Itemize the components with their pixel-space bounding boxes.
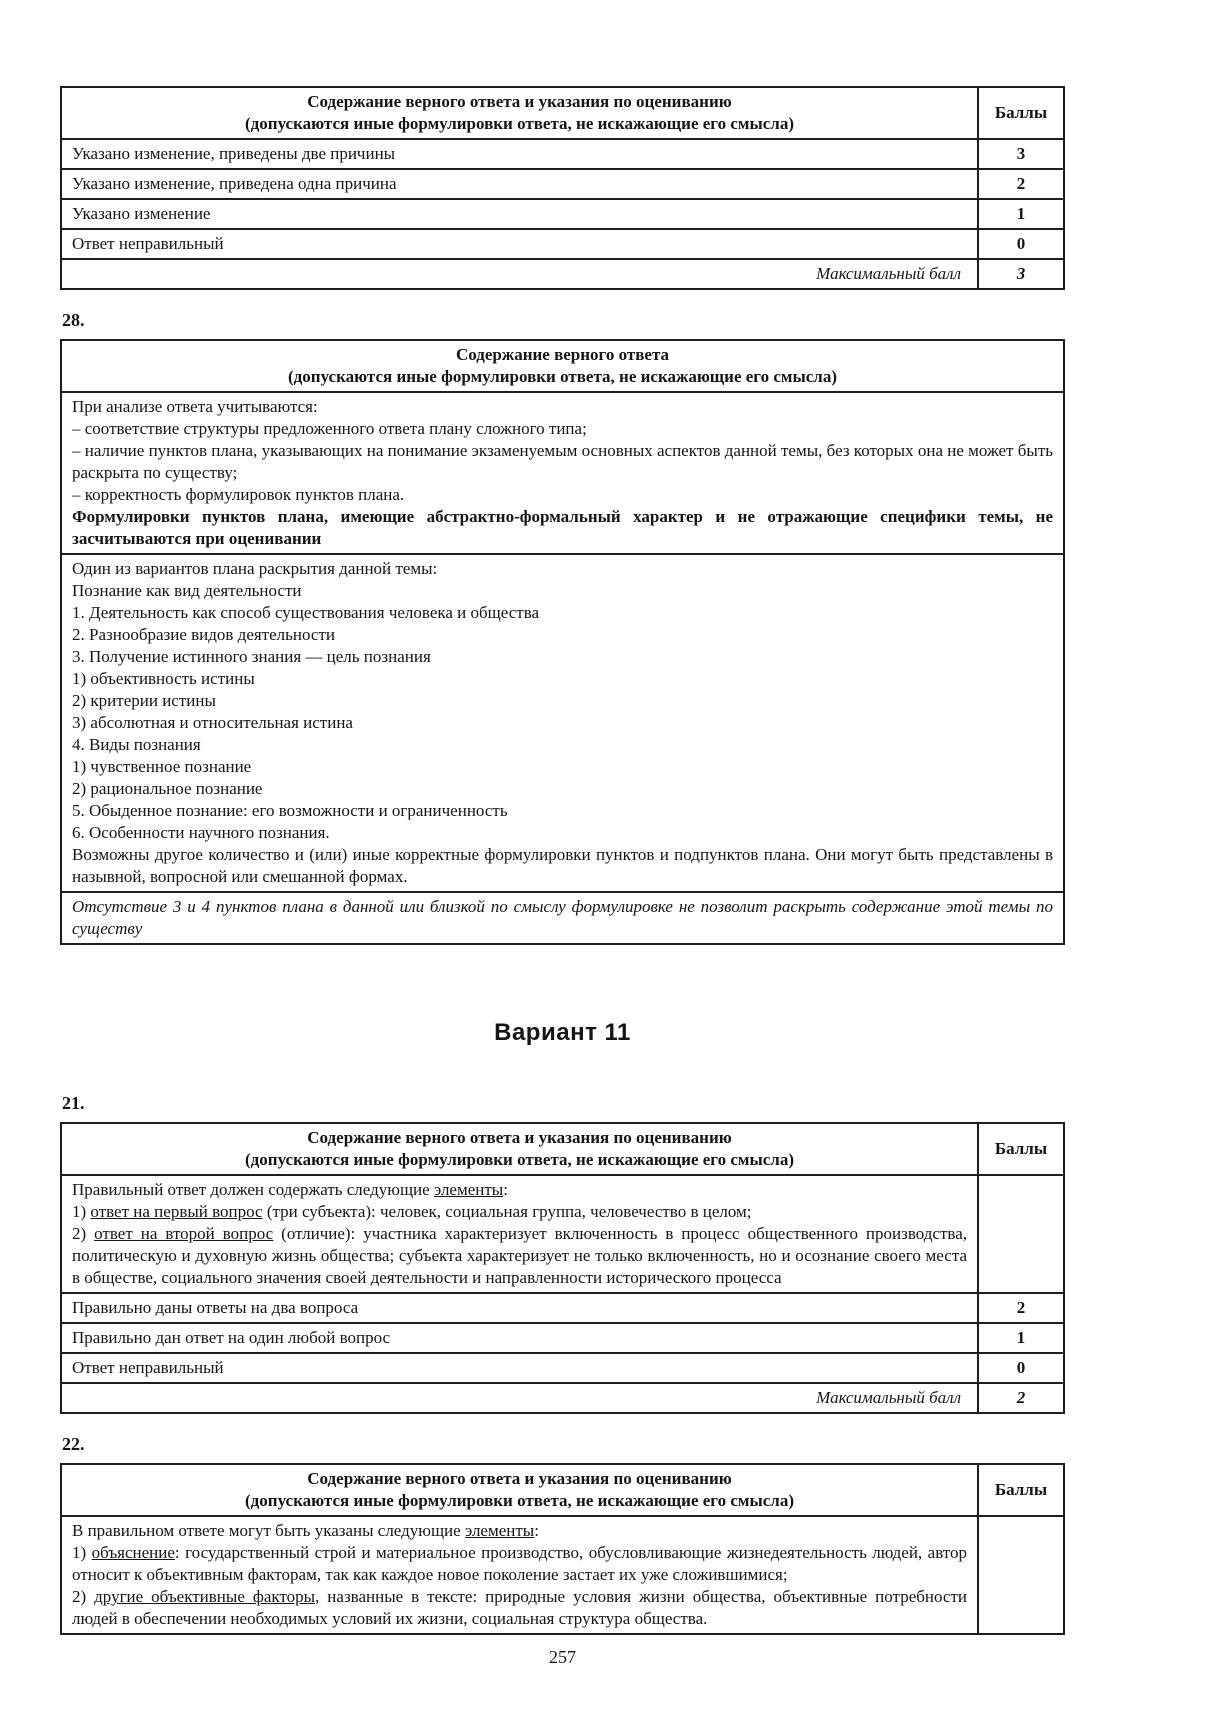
paragraph: – соответствие структуры предложенного ответа плану сложного типа; <box>72 419 587 438</box>
criterion-row <box>61 229 1064 259</box>
paragraph: 3. Получение истинного знания — цель познания <box>72 647 431 666</box>
criterion-row <box>61 1353 1064 1383</box>
paragraph: 3) абсолютная и относительная истина <box>72 713 353 732</box>
max-score-label: Максимальный балл <box>61 259 978 289</box>
score-column-header: Баллы <box>978 87 1064 139</box>
empty-score-cell <box>978 1516 1064 1634</box>
criteria-row <box>61 392 1064 554</box>
score-column-header: Баллы <box>978 1464 1064 1516</box>
answer-content-row <box>61 1175 1064 1293</box>
note-row <box>61 892 1064 944</box>
question-number-22: 22. <box>62 1434 85 1454</box>
criterion-score: 3 <box>978 139 1064 169</box>
paragraph: Отсутствие 3 и 4 пунктов плана в данной или близкой по смыслу формулировке не позволит раскрыть содержание этой темы по существу <box>72 897 1053 938</box>
table-title: Содержание верного ответа и указания по оцениванию <box>307 1128 732 1147</box>
criterion-row <box>61 169 1064 199</box>
table-header-row <box>61 340 1064 392</box>
paragraph: В правильном ответе могут быть указаны следующие элементы: <box>72 1521 539 1540</box>
table-subtitle: (допускаются иные формулировки ответа, не искажающие его смысла) <box>245 1150 794 1169</box>
criterion-text: Указано изменение, приведена одна причина <box>61 169 978 199</box>
answer-content-cell <box>61 1516 978 1634</box>
paragraph: 2) рациональное познание <box>72 779 263 798</box>
paragraph: 1) объективность истины <box>72 669 255 688</box>
paragraph: 4. Виды познания <box>72 735 201 754</box>
criterion-row <box>61 199 1064 229</box>
table-title-cell <box>61 87 978 139</box>
page-number: 257 <box>549 1647 576 1667</box>
table-title-cell <box>61 1464 978 1516</box>
criterion-score: 2 <box>978 169 1064 199</box>
answer-table-q28 <box>60 339 1065 945</box>
max-score-label: Максимальный балл <box>61 1383 978 1413</box>
paragraph: – корректность формулировок пунктов плана. <box>72 485 405 504</box>
paragraph: 2) ответ на второй вопрос (отличие): участника характеризует включенность в процесс общественного производства, политическую и духовную жизнь общества; субъекта характеризует не только включенность, но и осознание своего места в обществе, социального значения своей деятельности и направленности исторического процесса <box>72 1224 967 1287</box>
paragraph: 1) чувственное познание <box>72 757 252 776</box>
criteria-cell <box>61 392 1064 554</box>
variant-heading: Вариант 11 <box>494 1019 631 1046</box>
criterion-score: 0 <box>978 229 1064 259</box>
table-title: Содержание верного ответа и указания по оцениванию <box>307 1469 732 1488</box>
answer-content-row <box>61 1516 1064 1634</box>
paragraph: 1) ответ на первый вопрос (три субъекта): человек, социальная группа, человечество в целом; <box>72 1202 752 1221</box>
scoring-table-q21 <box>60 1122 1065 1414</box>
criterion-score: 1 <box>978 199 1064 229</box>
criterion-text: Указано изменение, приведены две причины <box>61 139 978 169</box>
table-title-cell <box>61 1123 978 1175</box>
paragraph: 2. Разнообразие видов деятельности <box>72 625 335 644</box>
table-header-row <box>61 1464 1064 1516</box>
max-score-value: 3 <box>978 259 1064 289</box>
paragraph: При анализе ответа учитываются: <box>72 397 318 416</box>
paragraph: Формулировки пунктов плана, имеющие абстрактно-формальный характер и не отражающие специфики темы, не засчитываются при оценивании <box>72 507 1053 548</box>
criterion-text: Правильно даны ответы на два вопроса <box>61 1293 978 1323</box>
table-title: Содержание верного ответа <box>455 345 670 364</box>
table-header-row <box>61 1123 1064 1175</box>
criterion-score: 1 <box>978 1323 1064 1353</box>
table-subtitle: (допускаются иные формулировки ответа, не искажающие его смысла) <box>245 114 794 133</box>
table-subtitle: (допускаются иные формулировки ответа, не искажающие его смысла) <box>288 367 837 386</box>
scoring-table-q22 <box>60 1463 1065 1635</box>
criterion-score: 0 <box>978 1353 1064 1383</box>
criterion-row <box>61 1323 1064 1353</box>
paragraph: 1) объяснение: государственный строй и материальное производство, обусловливающие жизнедеятельность людей, автор относит к объективным факторам, так как каждое новое поколение застает их уже сложившимися; <box>72 1543 968 1584</box>
criterion-text: Правильно дан ответ на один любой вопрос <box>61 1323 978 1353</box>
table-title-cell <box>61 340 1064 392</box>
paragraph: Познание как вид деятельности <box>72 581 302 600</box>
answer-content-cell <box>61 1175 978 1293</box>
table-title: Содержание верного ответа и указания по оцениванию <box>307 92 732 111</box>
max-score-row <box>61 259 1064 289</box>
note-cell <box>61 892 1064 944</box>
criterion-row <box>61 139 1064 169</box>
question-number-28: 28. <box>62 310 85 330</box>
paragraph: Возможны другое количество и (или) иные корректные формулировки пунктов и подпунктов плана. Они могут быть представлены в назывной, вопросной или смешанной формах. <box>72 845 1053 886</box>
table-subtitle: (допускаются иные формулировки ответа, не искажающие его смысла) <box>245 1491 794 1510</box>
score-column-header: Баллы <box>978 1123 1064 1175</box>
paragraph: 1. Деятельность как способ существования человека и общества <box>72 603 540 622</box>
plan-row <box>61 554 1064 892</box>
criterion-text: Ответ неправильный <box>61 1353 978 1383</box>
paragraph: Правильный ответ должен содержать следующие элементы: <box>72 1180 508 1199</box>
scoring-table-q27 <box>60 86 1065 290</box>
table-header-row <box>61 87 1064 139</box>
criterion-score: 2 <box>978 1293 1064 1323</box>
paragraph: 2) критерии истины <box>72 691 216 710</box>
criterion-text: Указано изменение <box>61 199 978 229</box>
empty-score-cell <box>978 1175 1064 1293</box>
paragraph: 6. Особенности научного познания. <box>72 823 330 842</box>
plan-cell <box>61 554 1064 892</box>
paragraph: – наличие пунктов плана, указывающих на понимание экзаменуемым основных аспектов данной темы, без которых она не может быть раскрыта по существу; <box>72 441 1053 482</box>
max-score-value: 2 <box>978 1383 1064 1413</box>
max-score-row <box>61 1383 1064 1413</box>
criterion-text: Ответ неправильный <box>61 229 978 259</box>
paragraph: Один из вариантов плана раскрытия данной темы: <box>72 559 438 578</box>
paragraph: 2) другие объективные факторы, названные в тексте: природные условия жизни общества, объективные потребности людей в обеспечении необходимых условий их жизни, социальная структура общества. <box>72 1587 967 1628</box>
paragraph: 5. Обыденное познание: его возможности и ограниченность <box>72 801 508 820</box>
criterion-row <box>61 1293 1064 1323</box>
question-number-21: 21. <box>62 1093 85 1113</box>
